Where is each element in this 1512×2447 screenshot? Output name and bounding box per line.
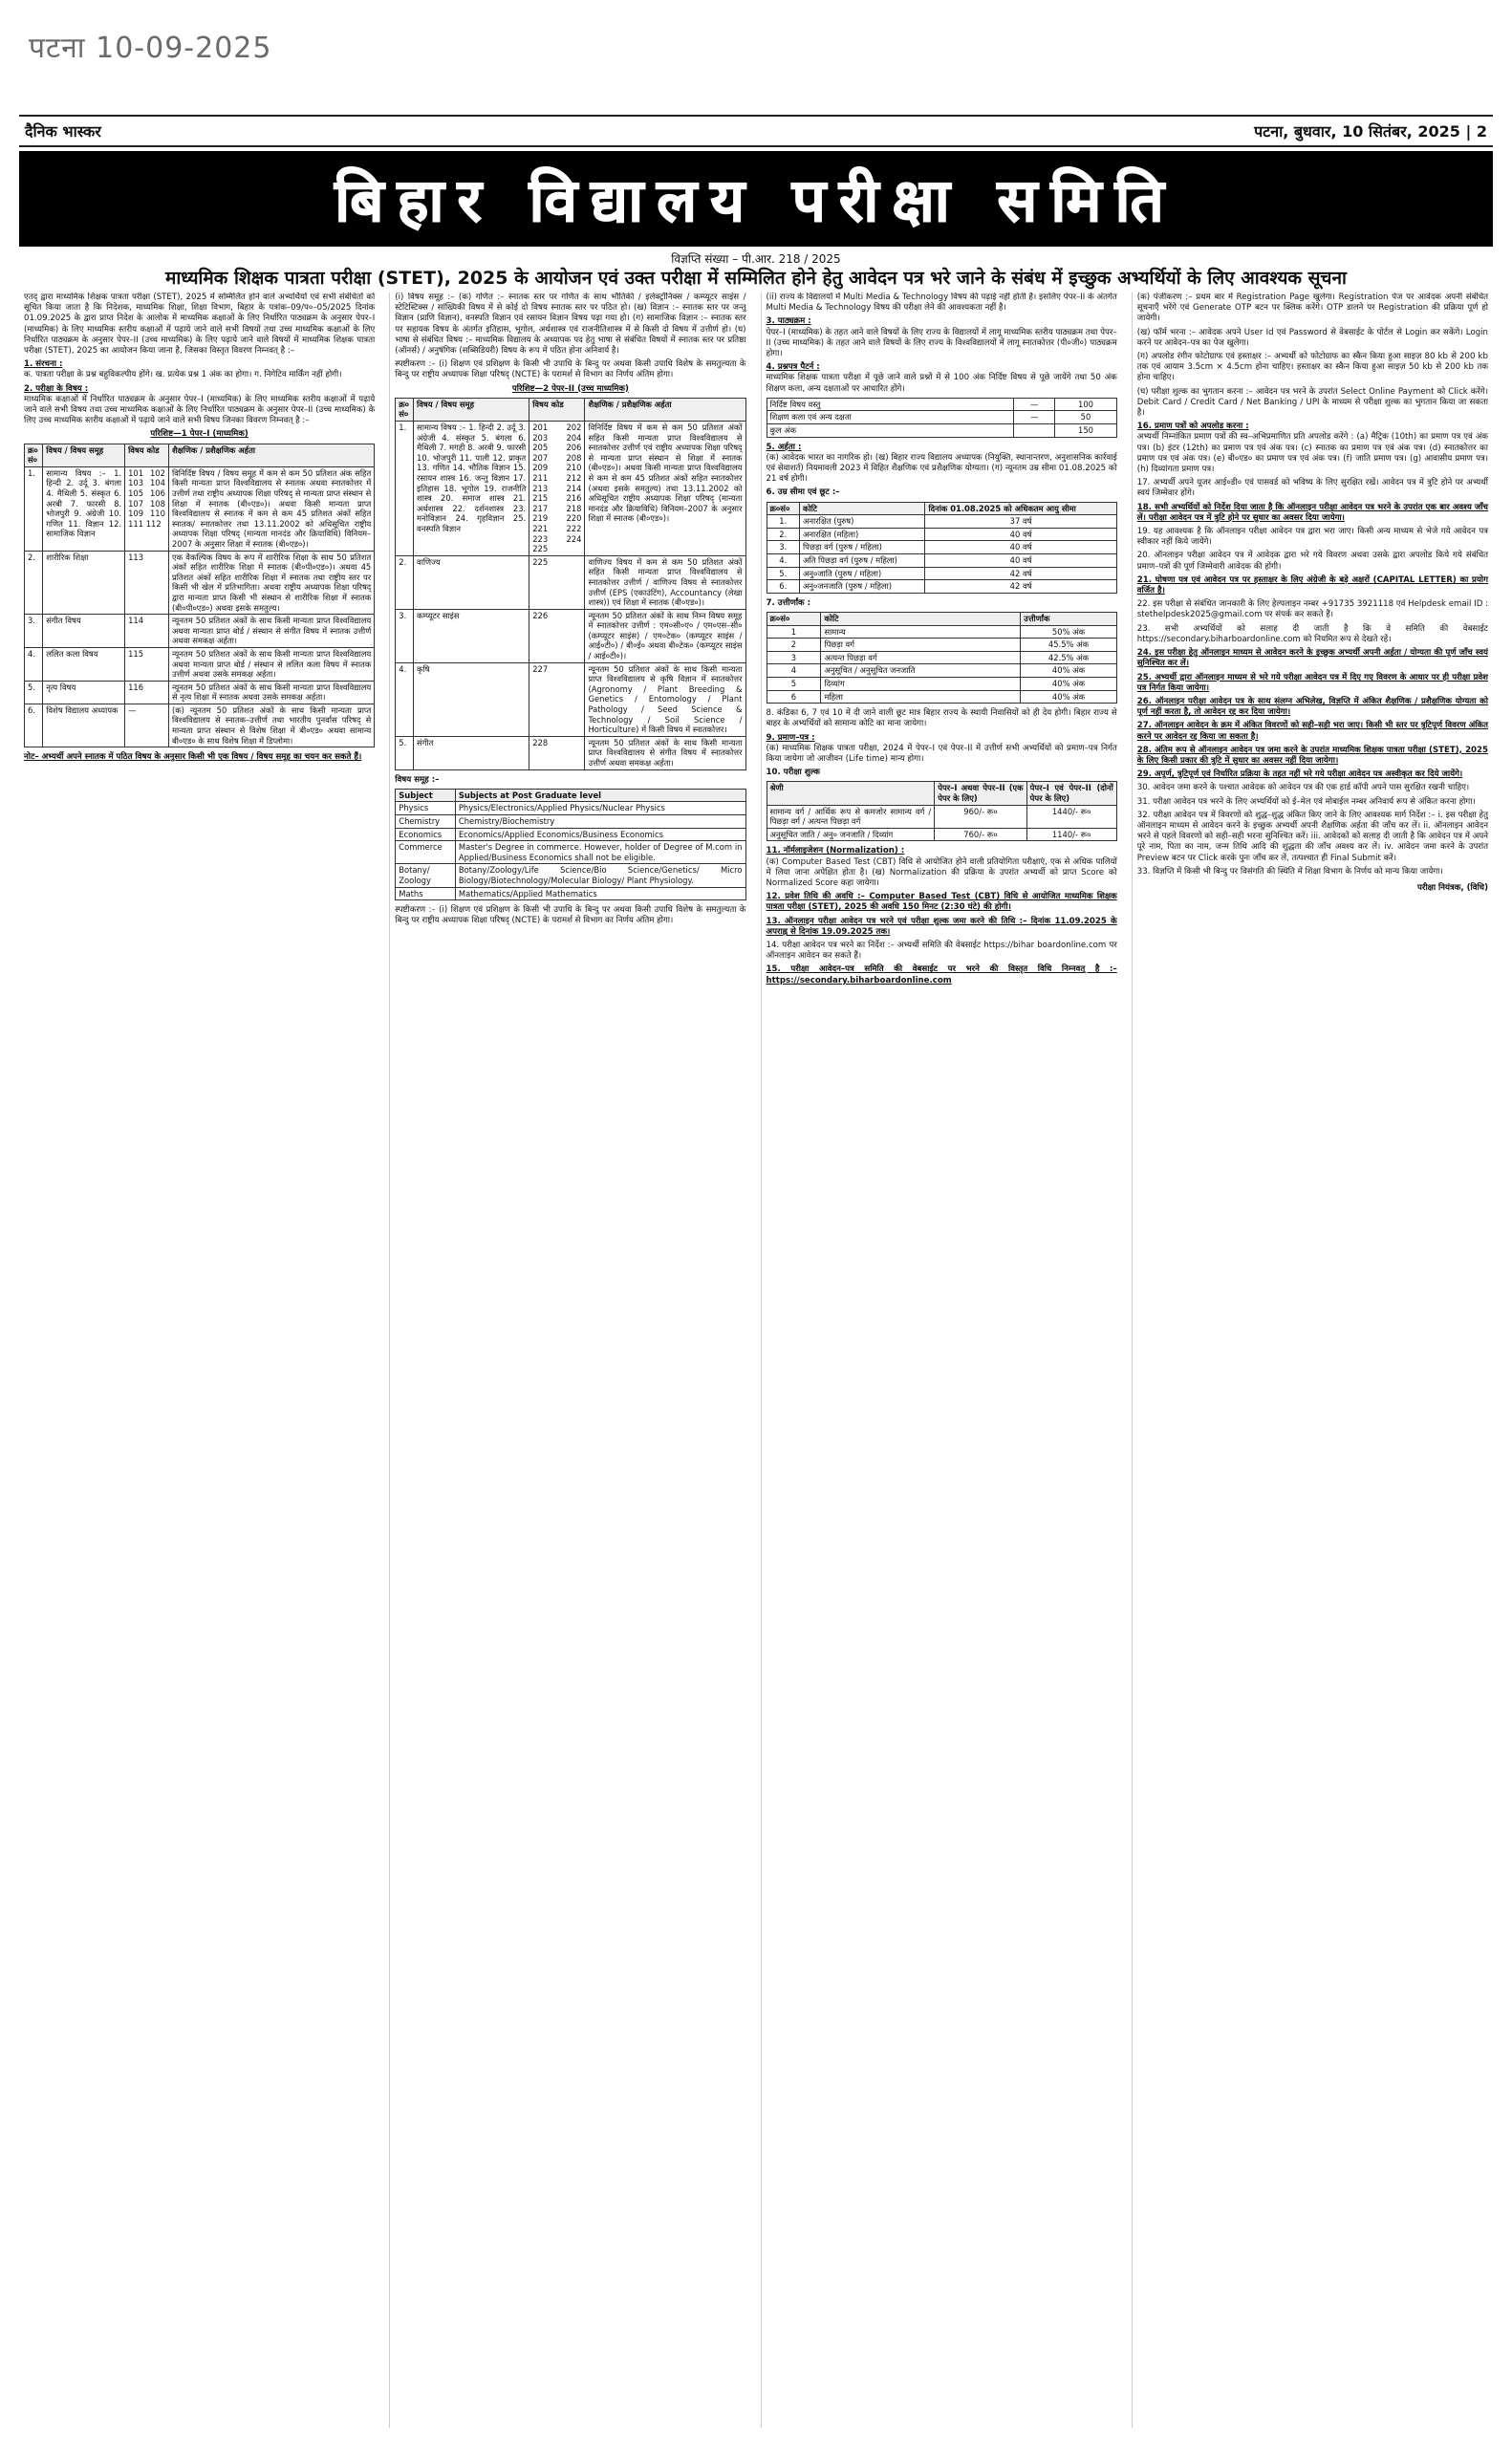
cell: संगीत विषय [43, 615, 125, 648]
cell: सामान्य वर्ग / आर्थिक रूप से कमजोर सामान्य वर्ग / पिछड़ा वर्ग / अत्यन्त पिछड़ा वर्ग [767, 805, 935, 828]
cell: 3. [767, 541, 800, 554]
cell: न्यूनतम 50 प्रतिशत अंकों के साथ किसी मान्यता प्राप्त विश्वविद्यालय अथवा मान्यता प्राप्त बोर्ड / संस्थान से ललित कला विषय में स्नातक उत्तीर्ण अथवा उसके समकक्ष अर्हता। [168, 647, 374, 681]
table-row [25, 615, 375, 648]
cell: शिक्षण कला एवं अन्य दक्षता [767, 411, 1014, 424]
table-row [767, 398, 1116, 411]
cell: Botany/Zoology/Life Science/Bio Science/Genetics/ Micro Biology/Biotechnology/Molecular Biology/ Plant Physiology. [455, 864, 745, 887]
cell: 3. [25, 615, 43, 648]
cell: अनारक्षित (महिला) [800, 528, 925, 541]
section-heading-normalization: 11. नॉर्मलाइजेशन (Normalization) : [766, 846, 905, 856]
column-3 [761, 292, 1122, 2428]
cell: 960/- रू० [935, 805, 1026, 828]
cell: 6. [767, 580, 800, 594]
pass-marks-table [767, 612, 1117, 704]
cell: कृषि [414, 662, 529, 736]
cell: 5. [396, 736, 414, 769]
cell: 6. [25, 704, 43, 747]
point-20: 20. ऑनलाइन परीक्षा आवेदन पत्र में आवेदक द्वारा भरे गये विवरण अथवा उसके द्वारा अपलोड किये गये संबंधित प्रमाण–पत्रों की पूर्ण जिम्मेवारी आवेदक की होगी। [1136, 551, 1488, 572]
subject-group-notes: (i) विषय समूह :– (क) गणित :– स्नातक स्तर पर गणित के साथ भौतिकी / इलेक्ट्रॉनिक्स / कम्प्यूटर साइंस / स्टेटिस्टिक्स / सांख्यिकी विषय में से कोई दो विषय स्नातक स्तर पर पठित हो। (ख) विज्ञान :– स्नातक स्तर पर जन्तु विज्ञान (प्राणि विज्ञान), वनस्पति विज्ञान एवं रसायन विज्ञान विषय पढ़ा गया हो। (ग) सामाजिक विज्ञान :– स्नातक स्तर पर सहायक विषय के अंतर्गत इतिहास, भूगोल, अर्थशास्त्र एवं राजनीतिशास्त्र में से किसी दो विषय में उत्तीर्ण हो। (घ) भाषा से संबंधित विषय :– माध्यमिक विद्यालय के अध्यापक पद हेतु भाषा से संबंधित विषयों में स्नातक स्तर पर प्रतिष्ठा (ऑनर्स) / अनुषंगिक (सब्सिडियरी) विषय के रूप में पठित होना अनिवार्य है। [395, 292, 746, 357]
cell: 4. [25, 647, 43, 681]
table-row [767, 528, 1116, 541]
cell: विनिर्दिष्ट विषय / विषय समूह में कम से कम 50 प्रतिशत अंक सहित किसी मान्यता प्राप्त विश्वविद्यालय से स्नातक अथवा स्नातकोत्तर में उत्तीर्ण तथा राष्ट्रीय अध्यापक शिक्षा परिषद् से मान्यता प्राप्त संस्थान से शिक्षा में स्नातक (बी०एड०)। अथवा किसी मान्यता प्राप्त विश्वविद्यालय से स्नातक में कम से कम 45 प्रतिशत अंकों सहित स्नातक/ स्नातकोत्तर तथा 13.11.2002 को अधिसूचित राष्ट्रीय अध्यापक शिक्षा परिषद् (मान्यता मानदंड और क्रियाविधि) विनियम–2007 के अनुसार शिक्षा में स्नातक (बी०एड०)। [168, 466, 374, 551]
normalization-paragraph: (क) Computer Based Test (CBT) विधि से आयोजित होने वाली प्रतियोगिता परीक्षाएं, एक से अधिक पालियों में लिया जाना अपेक्षित होता है। (ख) Normalization की प्रक्रिया के उपरांत अभ्यर्थी को प्राप्त Score को Normalized Score कहा जायेगा। [766, 856, 1117, 888]
table-row [767, 515, 1116, 529]
col-header: शैक्षणिक / प्रशैक्षणिक अर्हता [585, 398, 745, 421]
cell: 50 [1055, 411, 1117, 424]
cell: पिछड़ा वर्ग [821, 639, 1021, 652]
cell: 4. [767, 554, 800, 568]
section-heading-subjects: 2. परीक्षा के विषय : [24, 383, 89, 394]
cell: Economics/Applied Economics/Business Economics [455, 828, 745, 841]
form-fill-paragraph: (ख) फॉर्म भरना :– आवेदक अपने User Id एवं Password से वेबसाईट के पोर्टल से Login कर सकेंगे। Login करने पर आवेदन–पत्र का पेज खुलेगा। [1136, 327, 1488, 348]
table-row [767, 411, 1116, 424]
cell: 37 वर्ष [925, 515, 1116, 529]
cell: 228 [529, 736, 585, 769]
table-row [767, 541, 1116, 554]
col-header: क्र० सं० [396, 398, 414, 421]
cell: वाणिज्य विषय में कम से कम 50 प्रतिशत अंकों सहित किसी मान्यता प्राप्त विश्वविद्यालय से स्नातकोत्तर उत्तीर्ण / वाणिज्य विषय से स्नातकोत्तर उत्तीर्ण (EPS (एकाउंटिंग), Accountancy (लेखा शास्त्र)) एवं शिक्षा में स्नातक (बी०एड०)। [585, 555, 745, 609]
table-row [396, 422, 745, 556]
cell: — [1014, 411, 1055, 424]
table-row [767, 580, 1116, 594]
table-row [767, 690, 1116, 704]
table-row [396, 828, 745, 841]
exam-fee-title: 10. परीक्षा शुल्क [766, 768, 821, 778]
cell: पिछड़ा वर्ग (पुरुष / महिला) [800, 541, 925, 554]
cell: Chemistry [396, 815, 456, 829]
exam-duration-paragraph: 12. प्रवेश तिथि की अवधि :– Computer Based Test (CBT) विधि से आयोजित माध्यमिक शिक्षक पात्रता परीक्षा (STET), 2025 की अवधि 150 मिनट (2:30 घंटे) की होगी। [766, 892, 1117, 913]
cell: 2. [767, 528, 800, 541]
cell: Physics [396, 802, 456, 815]
col-header: विषय कोड [125, 444, 169, 466]
section-heading-syllabus: 3. पाठ्यक्रम : [766, 316, 811, 327]
cell: दिव्यांग [821, 677, 1021, 690]
pass-marks-title: 7. उत्तीर्णांक : [766, 597, 811, 608]
table-row [767, 664, 1116, 678]
cell: कुल अंक [767, 424, 1014, 438]
structure-paragraph: क. पात्रता परीक्षा के प्रश्न बहुविकल्पीय होंगे। ख. प्रत्येक प्रश्न 1 अंक का होगा। ग. निगेटिव मार्किंग नहीं होगी। [24, 370, 342, 380]
certificate-paragraph: (क) माध्यमिक शिक्षक पात्रता परीक्षा, 2024 में पेपर–I एवं पेपर–II में उत्तीर्ण सभी अभ्यर्थियों को प्रमाण–पत्र निर्गत किया जायेगा जो आजीवन (Life time) मान्य होगा। [766, 743, 1117, 764]
col-header: श्रेणी [767, 782, 935, 805]
cell: 2. [25, 551, 43, 615]
point-24: 24. इस परीक्षा हेतु ऑनलाइन माध्यम से आवेदन करने के इच्छुक अभ्यर्थी अपनी अर्हता / योग्यता की पूर्ण जाँच स्वयं सुनिश्चित कर लें। [1136, 648, 1488, 669]
cell: Physics/Electronics/Applied Physics/Nuclear Physics [455, 802, 745, 815]
point-32: 32. परीक्षा आवेदन पत्र में विवरणों को शुद्ध–शुद्ध अंकित किए जाने के लिए आवश्यक मार्ग निर्देश :– i. इस परीक्षा हेतु ऑनलाइन माध्यम से आवेदन करने के इच्छुक अभ्यर्थी अपनी शैक्षणिक अर्हता की जाँच कर लें। ii. ऑनलाइन आवेदन भरने से पहले विवरणों को सही–सही भरना सुनिश्चित करें। iii. आवेदकों को सलाह दी जाती है कि आवेदन पत्र में अपने पूरे नाम, पिता का नाम, जन्म तिथि आदि की शुद्धता की जाँच अवश्य कर लें। iv. आवेदन जमा करने के उपरांत Preview बटन पर Click करके पुनः जाँच कर लें, तत्पश्चात ही Final Submit करें। [1136, 810, 1488, 863]
notice-body [19, 292, 1493, 2428]
edition-line: पटना, बुधवार, 10 सितंबर, 2025 | 2 [1254, 122, 1487, 141]
documents-paragraph: अभ्यर्थी निम्नांकित प्रमाण पत्रों की स्व–अभिप्रमाणित प्रति अपलोड करेंगे : (a) मैट्रिक (10th) का प्रमाण पत्र एवं अंक पत्र। (b) इंटर (12th) का प्रमाण पत्र एवं अंक पत्र। (c) स्नातक का प्रमाण पत्र एवं अंक पत्र। (d) स्नातकोत्तर का प्रमाण पत्र एवं अंक पत्र। (e) बी०एड० का प्रमाण पत्र एवं अंक पत्र। (f) जाति प्रमाण पत्र। (g) आवासीय प्रमाण पत्र। (h) दिव्यांगता प्रमाण पत्र। [1136, 432, 1488, 475]
cell [1014, 424, 1055, 438]
application-method-paragraph: 15. परीक्षा आवेदन–पत्र समिति की वेबसाईट पर भरने की विस्तृत विधि निम्नवत् है :– https://secondary.biharboardonline.com [766, 964, 1117, 985]
multimedia-note: (ii) राज्य के विद्यालयों में Multi Media & Technology विषय की पढ़ाई नहीं होती है। इसलिए पेपर–II के अंतर्गत Multi Media & Technology विषय की परीक्षा लेने की आवश्यकता नहीं है। [766, 292, 1117, 314]
cell: 1. [396, 422, 414, 556]
pattern-paragraph: माध्यमिक शिक्षक पात्रता परीक्षा में पूछे जाने वाले प्रश्नों में से 100 अंक निर्दिष्ट विषय से पूछे जायेंगे तथा 50 अंक शिक्षण कला, अन्य दक्षताओं पर आधारित होंगे। [766, 373, 1117, 394]
newspaper-name: दैनिक भास्कर [25, 122, 101, 141]
table-row [767, 639, 1116, 652]
cell: Maths [396, 887, 456, 900]
cell: 1. [25, 466, 43, 551]
cell: 226 [529, 609, 585, 662]
table-row [25, 704, 375, 747]
cell: — [1014, 398, 1055, 411]
cell: 115 [125, 647, 169, 681]
signature-line: परीक्षा नियंत्रक, (विधि) [1417, 882, 1488, 893]
col-header: क्र० सं० [25, 444, 43, 466]
relaxation-paragraph: 8. कंडिका 6, 7 एवं 10 में दी जाने वाली छूट मात्र बिहार राज्य के स्थायी निवासियों को ही देय होगी। बिहार राज्य से बाहर के अभ्यर्थियों को सामान्य कोटि का माना जायेगा। [766, 708, 1117, 729]
section-heading-certificate: 9. प्रमाण–पत्र : [766, 732, 815, 743]
cell: सामान्य [821, 625, 1021, 639]
subjects-paragraph: माध्यमिक कक्षाओं में निर्धारित पाठ्यक्रम के अनुसार पेपर–I (माध्यमिक) के लिए माध्यमिक स्तरीय कक्षाओं में पढ़ाये जाने वाले सभी विषय तथा उच्च माध्यमिक कक्षाओं के लिए निर्धारित पाठ्यक्रम के अनुसार पेपर–II (उच्च माध्यमिक) के लिए उच्च माध्यमिक स्तरीय कक्षाओं में पढ़ाये जाने वाले सभी विषय जिनका विवरण निम्नवत् है :– [24, 394, 376, 426]
cell: 1440/- रू० [1026, 805, 1116, 828]
col-header: क्र०सं० [767, 612, 821, 625]
cell: Commerce [396, 841, 456, 864]
cell: Mathematics/Applied Mathematics [455, 887, 745, 900]
marks-pattern-table [767, 398, 1117, 438]
cell: Economics [396, 828, 456, 841]
photo-upload-paragraph: (ग) अपलोड रंगीन फोटोग्राफ एवं हस्ताक्षर :– अभ्यर्थी को फोटोग्राफ का स्कैन किया हुआ साइज़ 80 kb से 200 kb तक एवं आयाम 3.5cm × 4.5cm होना चाहिए। हस्ताक्षर का स्कैन किया हुआ साइज़ 50 kb से 200 kb तक होना चाहिए। [1136, 352, 1488, 383]
table-row [767, 424, 1116, 438]
point-33: 33. विज्ञप्ति में किसी भी बिन्दु पर विसंगति की स्थिति में शिक्षा विभाग के निर्णय को मान्य किया जायेगा। [1136, 866, 1443, 877]
table-row [396, 802, 745, 815]
point-18: 18. सभी अभ्यर्थियों को निर्देश दिया जाता है कि ऑनलाइन परीक्षा आवेदन पत्र भरने के उपरांत एक बार अवश्य जाँच लें। परीक्षा आवेदन पत्र में त्रुटि होने पर सुधार का अवसर दिया जायेगा। [1136, 502, 1488, 523]
table-row [396, 609, 745, 662]
fee-payment-paragraph: (घ) परीक्षा शुल्क का भुगतान करना :– आवेदन पत्र भरने के उपरांत Select Online Payment को Click करेंगे। Debit Card / Credit Card / Net Banking / UPI के माध्यम से परीक्षा शुल्क का भुगतान किया जा सकता है। [1136, 386, 1488, 419]
cell: 4. [396, 662, 414, 736]
cell: 760/- रू० [935, 828, 1026, 841]
table-row [767, 567, 1116, 580]
table-row [396, 864, 745, 887]
cell: संगीत [414, 736, 529, 769]
col-header: दिनांक 01.08.2025 को अधिकतम आयु सीमा [925, 502, 1116, 515]
cell: (क) न्यूनतम 50 प्रतिशत अंकों के साथ किसी मान्यता प्राप्त विश्वविद्यालय से स्नातक–उत्तीर्ण तथा भारतीय पुनर्वास परिषद् से मान्यता प्राप्त संस्थान से विशेष शिक्षा में बी०एड० अथवा सामान्य बी०एड० के साथ विशेष शिक्षा में डिप्लोमा। [168, 704, 374, 747]
col-header: विषय / विषय समूह [414, 398, 529, 421]
cell: सामान्य विषय :– 1. हिन्दी 2. उर्दू 3. बंगला 4. मैथिली 5. संस्कृत 6. अरबी 7. फारसी 8. भोजपुरी 9. अंग्रेजी 10. गणित 11. विज्ञान 12. सामाजिक विज्ञान [43, 466, 125, 551]
cell: 3 [767, 651, 821, 664]
section-heading-eligibility: 5. अर्हता : [766, 442, 802, 452]
subject-group-title: विषय समूह :– [395, 774, 440, 785]
cell: 113 [125, 551, 169, 615]
col-header: पेपर–I एवं पेपर–II (दोनों पेपर के लिए) [1026, 782, 1116, 805]
cell: 6 [767, 690, 821, 704]
col-header: कोटि [821, 612, 1021, 625]
cell: 40 वर्ष [925, 554, 1116, 568]
pg-subject-group-table [395, 789, 745, 900]
cell: 40% अंक [1021, 677, 1117, 690]
cell: ललित कला विषय [43, 647, 125, 681]
table-row [25, 551, 375, 615]
cell: 42 वर्ष [925, 567, 1116, 580]
point-17: 17. अभ्यर्थी अपने यूजर आई०डी० एवं पासवर्ड को भविष्य के लिए सुरक्षित रखें। आवेदन पत्र में त्रुटि होने पर अभ्यर्थी स्वयं जिम्मेवार होंगे। [1136, 478, 1488, 499]
cell: Master's Degree in commerce. However, holder of Degree of M.com in Applied/Business Economics shall not be eligible. [455, 841, 745, 864]
paper2-eligibility-table [395, 398, 745, 770]
exam-fee-table [767, 781, 1117, 841]
col-header: Subject [396, 789, 456, 802]
cell: 40 वर्ष [925, 541, 1116, 554]
cell: 50% अंक [1021, 625, 1117, 639]
table-row [25, 681, 375, 704]
point-30: 30. आवेदन जमा करने के पश्चात आवेदक को आवेदन पत्र की एक हार्ड कॉपी अपने पास सुरक्षित रखनी चाहिए। [1136, 783, 1470, 793]
table-row [396, 662, 745, 736]
cell: 114 [125, 615, 169, 648]
intro-paragraph: एतद् द्वारा माध्यमिक शिक्षक पात्रता परीक्षा (STET), 2025 में सम्मिलित होने वाले अभ्यर्थियों एवं सभी संबंधितों को सूचित किया जाता है कि निदेशक, माध्यमिक शिक्षा, शिक्षा विभाग, बिहार के पत्रांक–09/प०–05/2025 दिनांक 01.09.2025 के द्वारा प्राप्त निदेश के आलोक में माध्यमिक कक्षाओं के लिए निर्धारित पाठ्यक्रम के अनुसार पेपर–I (माध्यमिक) के लिए माध्यमिक स्तरीय कक्षाओं में पढ़ाये जाने वाले सभी विषयों तथा उच्च माध्यमिक कक्षाओं के लिए निर्धारित पाठ्यक्रम के अनुसार पेपर–II (उच्च माध्यमिक) के लिए पढ़ाये जाने वाले विषयों में माध्यमिक शिक्षक पात्रता परीक्षा (STET), 2025 का आयोजन किया जाना है, जिसका विस्तृत विवरण निम्नवत् है :– [24, 292, 376, 357]
point-23: 23. सभी अभ्यर्थियों को सलाह दी जाती है कि वे समिति की वेबसाईट https://secondary.biharboardonline.com को नियमित रूप से देखते रहें। [1136, 623, 1488, 644]
cell: 45.5% अंक [1021, 639, 1117, 652]
table-row [767, 651, 1116, 664]
table-row [25, 647, 375, 681]
cell: 201 202 203 204 205 206 207 208 209 210 211 212 213 214 215 216 217 218 219 220 221 222 223 224 225 [529, 422, 585, 556]
point-27: 27. ऑनलाइन आवेदन के क्रम में अंकित विवरणों को सही–सही भरा जाए। किसी भी स्तर पर त्रुटिपूर्ण विवरण अंकित करने पर आवेदन रद्द किया जा सकता है। [1136, 721, 1488, 742]
cell: 225 [529, 555, 585, 609]
application-dates-paragraph: 13. ऑनलाइन परीक्षा आवेदन पत्र भरने एवं परीक्षा शुल्क जमा करने की तिथि :– दिनांक 11.09.2025 के अपराह्न से दिनांक 19.09.2025 तक। [766, 916, 1117, 937]
cell: 42.5% अंक [1021, 651, 1117, 664]
col-header: कोटि [800, 502, 925, 515]
date-line: पटना 10-09-2025 [29, 32, 272, 65]
cell: न्यूनतम 50 प्रतिशत अंकों के साथ किसी मान्यता प्राप्त विश्वविद्यालय अथवा मान्यता प्राप्त बोर्ड / संस्थान से संगीत विषय में स्नातक उत्तीर्ण अथवा समकक्ष अर्हता। [168, 615, 374, 648]
clarification-paragraph: स्पष्टीकरण :– (i) शिक्षण एवं प्रशिक्षण के किसी भी उपाधि के बिन्दु पर अथवा किसी उपाधि विशेष के समतुल्यता के बिन्दु पर राष्ट्रीय अध्यापक शिक्षा परिषद् (NCTE) के परामर्श से विभाग का निर्णय अंतिम होगा। [395, 359, 746, 380]
cell: 40% अंक [1021, 664, 1117, 678]
cell: 1. [767, 515, 800, 529]
cell: नृत्य विषय [43, 681, 125, 704]
table-row [396, 841, 745, 864]
cell: — [125, 704, 169, 747]
table-row [396, 555, 745, 609]
cell: अनु०जनजाति (पुरुष / महिला) [800, 580, 925, 594]
cell: Chemistry/Biochemistry [455, 815, 745, 829]
cell: 2 [767, 639, 821, 652]
cell: 227 [529, 662, 585, 736]
appendix-2-title: परिशिष्ट—2 पेपर–II (उच्च माध्यमिक) [511, 383, 629, 394]
notice-subject: माध्यमिक शिक्षक पात्रता परीक्षा (STET), 2025 के आयोजन एवं उक्त परीक्षा में सम्मिलित होने हेतु आवेदन पत्र भरे जाने के संबंध में इच्छुक अभ्यर्थियों के लिए आवश्यक सूचना [165, 268, 1347, 289]
point-22: 22. इस परीक्षा से संबंधित जानकारी के लिए हेल्पलाइन नम्बर +91735 3921118 एवं Helpdesk email ID : stethelpdesk2025@gmail.com पर संपर्क कर सकते हैं। [1136, 599, 1488, 620]
footnote-paragraph: स्पष्टीकरण :– (i) शिक्षण एवं प्रशिक्षण के किसी भी उपाधि के बिन्दु पर अथवा किसी उपाधि विशेष के समतुल्यता के बिन्दु पर राष्ट्रीय अध्यापक शिक्षा परिषद् (NCTE) के परामर्श से विभाग का निर्णय अंतिम होगा। [395, 905, 746, 926]
point-28: 28. अंतिम रूप से ऑनलाइन आवेदन पत्र जमा करने के उपरांत माध्यमिक शिक्षक पात्रता परीक्षा (STET), 2025 के लिए किसी प्रकार की त्रुटि में सुधार का अवसर नहीं दिया जायेगा। [1136, 745, 1488, 766]
cell: 40 वर्ष [925, 528, 1116, 541]
cell: 5. [25, 681, 43, 704]
col-header: क्र०सं० [767, 502, 800, 515]
cell: विनिर्दिष्ट विषय में कम से कम 50 प्रतिशत अंकों सहित किसी मान्यता प्राप्त विश्वविद्यालय से स्नातकोत्तर उत्तीर्ण एवं राष्ट्रीय अध्यापक शिक्षा परिषद् से मान्यता प्राप्त संस्थान से शिक्षा में स्नातक (बी०एड०)। अथवा किसी मान्यता प्राप्त विश्वविद्यालय से कम से कम 45 प्रतिशत अंकों सहित स्नातकोत्तर (अथवा इसके समतुल्य) तथा 13.11.2002 को अधिसूचित राष्ट्रीय अध्यापक शिक्षा परिषद् (मान्यता मानदंड और क्रियाविधि) विनियम–2007 के अनुसार शिक्षा में स्नातक (बी०एड०)। [585, 422, 745, 556]
cell: 42 वर्ष [925, 580, 1116, 594]
eligibility-paragraph: (क) आवेदक भारत का नागरिक हो। (ख) बिहार राज्य विद्यालय अध्यापक (नियुक्ति, स्थानान्तरण, अनुशासनिक कार्रवाई एवं सेवाशर्त) नियमावली 2023 में विहित शैक्षणिक एवं प्रशैक्षणिक योग्यता। (ग) न्यूनतम उम्र सीमा 01.08.2025 को 21 वर्ष होगी। [766, 452, 1117, 485]
cell: 100 [1055, 398, 1117, 411]
application-instructions-paragraph: 14. परीक्षा आवेदन पत्र भरने का निर्देश :– अभ्यर्थी समिति की वेबसाईट https://bihar boardonline.com पर ऑनलाइन आवेदन कर सकते हैं। [766, 940, 1117, 962]
board-title: बिहार विद्यालय परीक्षा समिति [335, 165, 1177, 235]
point-25: 25. अभ्यर्थी द्वारा ऑनलाइन माध्यम से भरे गये परीक्षा आवेदन पत्र में दिए गए विवरण के आधार पर ही परीक्षा प्रवेश पत्र निर्गत किया जायेगा। [1136, 672, 1488, 693]
paper1-eligibility-table [24, 444, 375, 748]
table-row [767, 625, 1116, 639]
col-header: Subjects at Post Graduate level [455, 789, 745, 802]
cell: वाणिज्य [414, 555, 529, 609]
cell: अनु०जाति (पुरुष / महिला) [800, 567, 925, 580]
section-heading-structure: 1. संरचना : [24, 359, 63, 370]
age-limit-table [767, 502, 1117, 594]
cell: कम्प्यूटर साइंस [414, 609, 529, 662]
table-row [767, 677, 1116, 690]
cell: 40% अंक [1021, 690, 1117, 704]
table-row [767, 805, 1116, 828]
cell: 5 [767, 677, 821, 690]
cell: 101 102 103 104 105 106 107 108 109 110 111 112 [125, 466, 169, 551]
cell: शारीरिक शिक्षा [43, 551, 125, 615]
table-row [396, 736, 745, 769]
registration-paragraph: (क) पंजीकरण :– प्रथम बार में Registration Page खुलेगा। Registration पेज पर आवेदक अपनी संबंधित सूचनाएँ भरेंगे एवं Generate OTP बटन पर क्लिक करेंगे। OTP डालने पर Registration की प्रक्रिया पूर्ण हो जायेगी। [1136, 292, 1488, 324]
cell: अनारक्षित (पुरुष) [800, 515, 925, 529]
cell: 150 [1055, 424, 1117, 438]
section-heading-documents: 16. प्रमाण पत्रों को अपलोड करना : [1136, 422, 1249, 432]
column-1 [19, 292, 379, 2428]
column-4 [1132, 292, 1493, 2428]
section-heading-pattern: 4. प्रश्नपत्र पैटर्न : [766, 362, 820, 373]
cell: अनुसूचित जाति / अनु० जनजाति / दिव्यांग [767, 828, 935, 841]
cell: न्यूनतम 50 प्रतिशत अंकों के साथ किसी मान्यता प्राप्त विश्वविद्यालय से कृषि विज्ञान में स्नातकोत्तर (Agronomy / Plant Breeding & Genetics / Entomology / Plant Pathology / Seed Science & Technology / Soil Science / Horticulture) में किसी विषय में स्नातकोत्तर। [585, 662, 745, 736]
table-row [396, 887, 745, 900]
syllabus-paragraph: पेपर–I (माध्यमिक) के तहत आने वाले विषयों के लिए राज्य के विद्यालयों में लागू माध्यमिक स्तरीय पाठ्यक्रम तथा पेपर–II (उच्च माध्यमिक) के तहत आने वाले विषयों के लिए राज्य के विश्वविद्यालयों में लागू स्नातकोत्तर (पी०जी०) पाठ्यक्रम होगा। [766, 327, 1117, 359]
point-29: 29. अपूर्ण, त्रुटिपूर्ण एवं निर्धारित प्रक्रिया के तहत नहीं भरे गये परीक्षा आवेदन पत्र अस्वीकृत कर दिये जायेंगे। [1136, 769, 1463, 780]
cell: 5. [767, 567, 800, 580]
col-header: उत्तीर्णांक [1021, 612, 1117, 625]
col-header: शैक्षणिक / प्रशैक्षणिक अर्हता [168, 444, 374, 466]
table-row [396, 815, 745, 829]
cell: सामान्य विषय :– 1. हिन्दी 2. उर्दू 3. अंग्रेजी 4. संस्कृत 5. बंगला 6. मैथिली 7. मगही 8. अरबी 9. फारसी 10. भोजपुरी 11. पाली 12. प्राकृत 13. गणित 14. भौतिक विज्ञान 15. रसायन शास्त्र 16. जन्तु विज्ञान 17. इतिहास 18. भूगोल 19. राजनीति शास्त्र 20. समाज शास्त्र 21. अर्थशास्त्र 22. दर्शनशास्त्र 23. मनोविज्ञान 24. गृहविज्ञान 25. वनस्पति विज्ञान [414, 422, 529, 556]
col-header: विषय / विषय समूह [43, 444, 125, 466]
cell: Botany/ Zoology [396, 864, 456, 887]
point-19: 19. यह आवश्यक है कि ऑनलाइन परीक्षा आवेदन पत्र द्वारा भरा जाए। किसी अन्य माध्यम से भेजे गये आवेदन पत्र स्वीकार नहीं किये जायेंगे। [1136, 527, 1488, 548]
cell: 2. [396, 555, 414, 609]
table-row [767, 828, 1116, 841]
table-row [767, 554, 1116, 568]
cell: 116 [125, 681, 169, 704]
appendix-1-title: परिशिष्ट—1 पेपर–I (माध्यमिक) [150, 429, 248, 440]
notice-banner [19, 151, 1493, 247]
point-21: 21. घोषणा पत्र एवं आवेदन पत्र पर हस्ताक्षर के लिए अंग्रेजी के बड़े अक्षरों (CAPITAL LETTER) का प्रयोग वर्जित है। [1136, 574, 1488, 596]
cell: अति पिछड़ा वर्ग (पुरुष / महिला) [800, 554, 925, 568]
cell: महिला [821, 690, 1021, 704]
point-31: 31. परीक्षा आवेदन पत्र भरने के लिए अभ्यर्थियों को ई–मेल एवं मोबाईल नम्बर अनिवार्य रूप से अंकित करना होगा। [1136, 796, 1476, 807]
cell: 4 [767, 664, 821, 678]
ad-number: विज्ञप्ति संख्या – पी.आर. 218 / 2025 [671, 252, 841, 266]
masthead-bar [19, 115, 1493, 147]
table-row [25, 466, 375, 551]
cell: विशेष विद्यालय अध्यापक [43, 704, 125, 747]
cell: न्यूनतम 50 प्रतिशत अंकों के साथ किसी मान्यता प्राप्त विश्वविद्यालय से नृत्य शिक्षा में स्नातक अथवा उसके समकक्ष अर्हता। [168, 681, 374, 704]
cell: 1140/- रू० [1026, 828, 1116, 841]
cell: न्यूनतम 50 प्रतिशत अंकों के साथ निम्न विषय समूह में स्नातकोत्तर उत्तीर्ण : एम०सी०ए० / एम०एस–सी० (कम्प्यूटर साइंस) / एम०टेक० (कम्प्यूटर साइंस / आई०टी०) / बी०ई० अथवा बी०टेक० (कम्प्यूटर साइंस / आई०टी०)। [585, 609, 745, 662]
col-header: विषय कोड [529, 398, 585, 421]
cell: एक वैकल्पिक विषय के रूप में शारीरिक शिक्षा के साथ 50 प्रतिशत अंकों सहित शारीरिक शिक्षा में स्नातक (बी०पी०एड०)। अथवा 45 प्रतिशत अंकों सहित शारीरिक शिक्षा में स्नातक तथा राष्ट्रीय स्तर पर किसी भी खेल में प्रतिभागिता। अथवा राष्ट्रीय अध्यापक शिक्षा परिषद् द्वारा मान्यता प्राप्त किसी भी संस्थान से शारीरिक शिक्षा में स्नातक (बी०पी०एड०) अथवा इसके समतुल्य। [168, 551, 374, 615]
point-26: 26. ऑनलाइन परीक्षा आवेदन पत्र के साथ संलग्न अभिलेख, विज्ञप्ति में अंकित शैक्षणिक / प्रशैक्षणिक योग्यता को पूर्ण नहीं करता है, तो आवेदन रद्द कर दिया जायेगा। [1136, 696, 1488, 718]
cell: 1 [767, 625, 821, 639]
cell: 3. [396, 609, 414, 662]
cell: निर्दिष्ट विषय वस्तु [767, 398, 1014, 411]
cell: अत्यन्त पिछड़ा वर्ग [821, 651, 1021, 664]
age-limit-title: 6. उम्र सीमा एवं छूट :– [766, 487, 840, 498]
col-header: पेपर–I अथवा पेपर–II (एक पेपर के लिए) [935, 782, 1026, 805]
cell: अनुसूचित / अनुसूचित जनजाति [821, 664, 1021, 678]
column-2 [389, 292, 750, 2428]
subject-choice-note: नोट– अभ्यर्थी अपने स्नातक में पठित विषय के अनुसार किसी भी एक विषय / विषय समूह का चयन कर सकते हैं। [24, 752, 362, 763]
cell: न्यूनतम 50 प्रतिशत अंकों के साथ किसी मान्यता प्राप्त विश्वविद्यालय से संगीत विषय में स्नातकोत्तर उत्तीर्ण अथवा समकक्ष अर्हता। [585, 736, 745, 769]
